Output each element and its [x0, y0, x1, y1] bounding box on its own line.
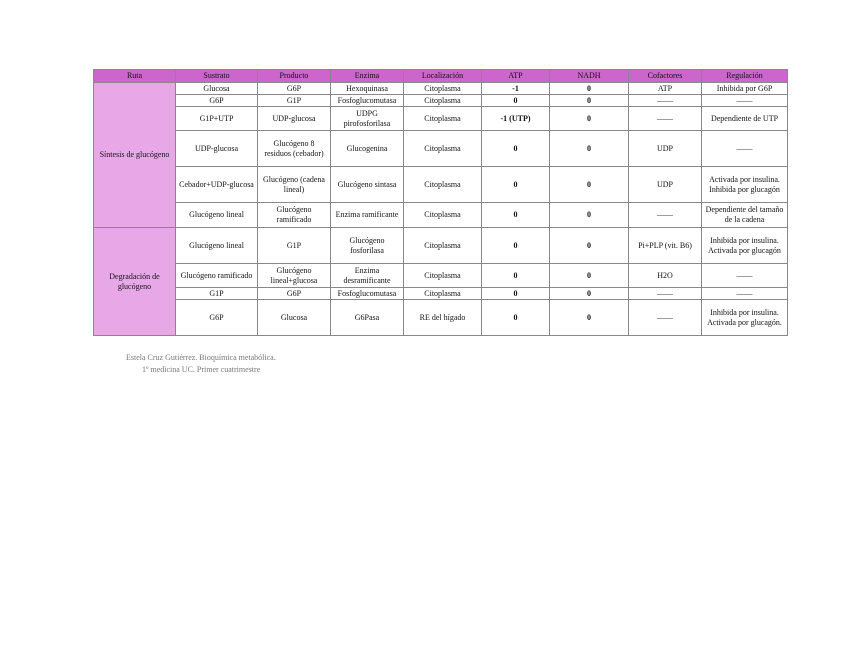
cell-enzyme: Fosfoglucomutasa: [331, 95, 404, 107]
cell-nadh: 0: [550, 203, 629, 228]
cell-location: Citoplasma: [404, 95, 482, 107]
header-cofactors: Cofactores: [629, 70, 702, 83]
cell-cofactors: Pi+PLP (vit. B6): [629, 228, 702, 264]
cell-substrate: Glucógeno lineal: [176, 203, 258, 228]
cell-substrate: G6P: [176, 300, 258, 336]
cell-atp: 0: [482, 300, 550, 336]
cell-atp: 0: [482, 264, 550, 288]
cell-regulation: Dependiente del tamaño de la cadena: [702, 203, 788, 228]
cell-substrate: G6P: [176, 95, 258, 107]
cell-cofactors: ——: [629, 203, 702, 228]
table-row: [94, 288, 788, 300]
table-row: [94, 95, 788, 107]
cell-regulation: Inhibida por insulina. Activada por glucagón: [702, 228, 788, 264]
cell-substrate: G1P+UTP: [176, 107, 258, 131]
cell-atp: 0: [482, 203, 550, 228]
cell-enzyme: Glucogenina: [331, 131, 404, 167]
cell-location: Citoplasma: [404, 131, 482, 167]
cell-location: Citoplasma: [404, 264, 482, 288]
footer-author-line: Estela Cruz Gutiérrez. Bioquímica metabólica.: [126, 353, 276, 362]
route-degradation-cell: Degradación de glucógeno: [94, 228, 176, 336]
cell-cofactors: ——: [629, 107, 702, 131]
cell-regulation: Inhibida por insulina. Activada por glucagón.: [702, 300, 788, 336]
cell-enzyme: Glucógeno fosforilasa: [331, 228, 404, 264]
cell-substrate: Glucosa: [176, 83, 258, 95]
cell-atp: 0: [482, 288, 550, 300]
cell-substrate: G1P: [176, 288, 258, 300]
cell-nadh: 0: [550, 288, 629, 300]
header-substrate: Sustrato: [176, 70, 258, 83]
cell-location: Citoplasma: [404, 83, 482, 95]
cell-product: G1P: [258, 228, 331, 264]
cell-product: Glucógeno 8 residuos (cebador): [258, 131, 331, 167]
cell-regulation: Dependiente de UTP: [702, 107, 788, 131]
header-nadh: NADH: [550, 70, 629, 83]
cell-atp: 0: [482, 228, 550, 264]
header-location: Localización: [404, 70, 482, 83]
cell-product: Glucógeno ramificado: [258, 203, 331, 228]
header-product: Producto: [258, 70, 331, 83]
cell-product: G6P: [258, 83, 331, 95]
cell-cofactors: UDP: [629, 131, 702, 167]
cell-regulation: ——: [702, 264, 788, 288]
cell-nadh: 0: [550, 167, 629, 203]
cell-cofactors: ——: [629, 288, 702, 300]
cell-substrate: Glucógeno lineal: [176, 228, 258, 264]
cell-nadh: 0: [550, 95, 629, 107]
cell-substrate: Cebador+UDP-glucosa: [176, 167, 258, 203]
cell-nadh: 0: [550, 83, 629, 95]
footer-note: [126, 352, 276, 376]
cell-cofactors: ——: [629, 300, 702, 336]
cell-location: Citoplasma: [404, 203, 482, 228]
cell-regulation: ——: [702, 288, 788, 300]
cell-enzyme: Hexoquinasa: [331, 83, 404, 95]
header-enzyme: Enzima: [331, 70, 404, 83]
cell-location: Citoplasma: [404, 288, 482, 300]
cell-regulation: Activada por insulina. Inhibida por glucagón: [702, 167, 788, 203]
cell-regulation: Inhibida por G6P: [702, 83, 788, 95]
cell-product: Glucosa: [258, 300, 331, 336]
cell-cofactors: ——: [629, 95, 702, 107]
cell-product: UDP-glucosa: [258, 107, 331, 131]
cell-cofactors: H2O: [629, 264, 702, 288]
header-regulation: Regulación: [702, 70, 788, 83]
table-row: [94, 203, 788, 228]
glycogen-metabolism-table: [93, 69, 788, 336]
cell-product: G1P: [258, 95, 331, 107]
cell-enzyme: UDPG pirofosforilasa: [331, 107, 404, 131]
table-row: [94, 264, 788, 288]
cell-atp: 0: [482, 95, 550, 107]
cell-nadh: 0: [550, 264, 629, 288]
table-row: [94, 228, 788, 264]
table-row: [94, 83, 788, 95]
cell-enzyme: G6Pasa: [331, 300, 404, 336]
cell-enzyme: Glucógeno sintasa: [331, 167, 404, 203]
route-synthesis-cell: Síntesis de glucógeno: [94, 83, 176, 228]
cell-product: G6P: [258, 288, 331, 300]
cell-nadh: 0: [550, 228, 629, 264]
table-row: [94, 167, 788, 203]
cell-atp: -1 (UTP): [482, 107, 550, 131]
table-row: [94, 300, 788, 336]
cell-enzyme: Enzima ramificante: [331, 203, 404, 228]
cell-nadh: 0: [550, 131, 629, 167]
cell-nadh: 0: [550, 300, 629, 336]
header-atp: ATP: [482, 70, 550, 83]
header-row: [94, 70, 788, 83]
header-route: Ruta: [94, 70, 176, 83]
table-row: [94, 107, 788, 131]
cell-cofactors: UDP: [629, 167, 702, 203]
cell-atp: -1: [482, 83, 550, 95]
cell-location: Citoplasma: [404, 107, 482, 131]
cell-nadh: 0: [550, 107, 629, 131]
cell-cofactors: ATP: [629, 83, 702, 95]
cell-location: RE del hígado: [404, 300, 482, 336]
cell-product: Glucógeno lineal+glucosa: [258, 264, 331, 288]
cell-regulation: ——: [702, 95, 788, 107]
cell-regulation: ——: [702, 131, 788, 167]
cell-enzyme: Enzima desramificante: [331, 264, 404, 288]
cell-substrate: Glucógeno ramificado: [176, 264, 258, 288]
cell-atp: 0: [482, 167, 550, 203]
cell-substrate: UDP-glucosa: [176, 131, 258, 167]
cell-atp: 0: [482, 131, 550, 167]
cell-product: Glucógeno (cadena lineal): [258, 167, 331, 203]
table-row: [94, 131, 788, 167]
footer-course-line: 1º medicina UC. Primer cuatrimestre: [142, 365, 261, 374]
cell-enzyme: Fosfoglucomutasa: [331, 288, 404, 300]
cell-location: Citoplasma: [404, 167, 482, 203]
cell-location: Citoplasma: [404, 228, 482, 264]
